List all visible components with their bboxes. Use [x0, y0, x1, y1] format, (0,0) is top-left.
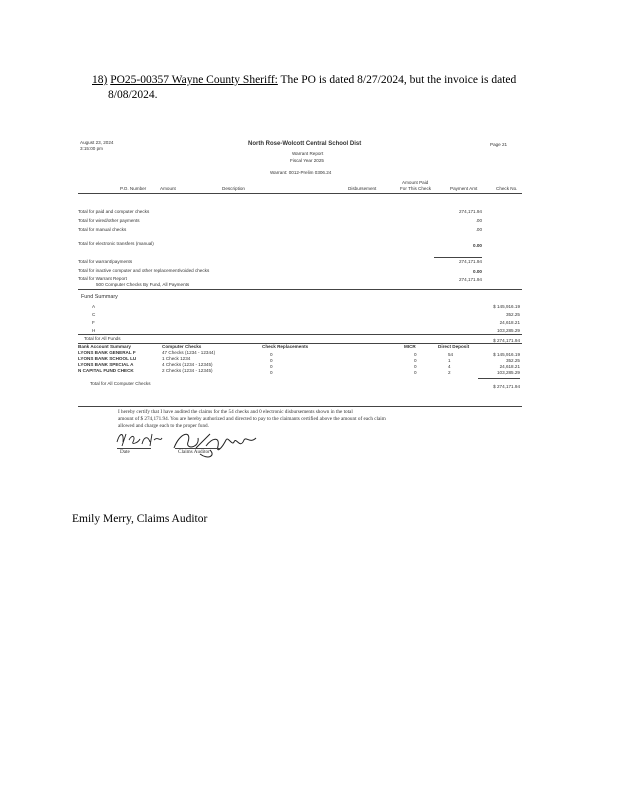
report-subtitle-1: Warrant Report [292, 151, 324, 156]
fund-value-h: 103,285.29 [497, 328, 520, 333]
bank-header-1: Bank Account Summary [78, 344, 131, 349]
fund-code-h: H [92, 328, 96, 333]
bank-cell: 352.25 [505, 358, 520, 363]
col-payment-amt: Payment Amt [450, 186, 478, 191]
report-subtitle-2: Fiscal Year 2025 [290, 158, 324, 163]
total-label-4: Total for electronic transfers (manual) [78, 241, 154, 246]
warrant-report-scan [78, 138, 522, 410]
bank-cell: LYONS BANK SCHOOL LU [78, 356, 137, 361]
bank-cell: 54 [448, 352, 454, 357]
bank-cell: 0 [414, 358, 417, 363]
certification-line-2: amount of $ 274,171.94. You are hereby authorized and directed to pay to the claimants certified above the amount of each claim [118, 416, 386, 422]
col-amount: Amount [160, 186, 176, 191]
fund-value-f: 24,618.21 [499, 320, 520, 325]
bank-cell: 47 Checks (1234 - 12344) [162, 350, 216, 355]
fund-value-a: $ 145,916.19 [493, 304, 520, 309]
bank-cell: $ 145,916.19 [493, 352, 520, 357]
selection-note: 500 Computer Checks By Fund, All Payments [96, 282, 190, 287]
bank-cell: 2 Checks (1234 - 12345) [162, 368, 213, 373]
bank-total-rule [478, 378, 520, 379]
report-date: August 23, 2024 [80, 140, 114, 145]
bank-total-label: Total for All Computer Checks [90, 381, 151, 386]
total-label-6: Total for inactive computer and other replacement/voided checks [78, 268, 210, 273]
col-amount-paid-2: For This Check [400, 186, 432, 191]
finding-item [92, 73, 552, 103]
total-value-2: .00 [475, 218, 482, 223]
col-disbursement: Disbursement [348, 186, 377, 191]
report-page: Page 21 [490, 142, 508, 147]
total-label-1: Total for paid and computer checks [78, 209, 150, 214]
bank-cell: LYONS BANK SPECIAL A [78, 362, 134, 367]
report-bottom-rule [78, 406, 522, 407]
fund-summary-heading: Fund Summary [81, 294, 118, 300]
fund-code-c: C [92, 312, 96, 317]
bank-cell: 4 Checks (1234 - 12345) [162, 362, 213, 367]
bank-header-3: Check Replacements [262, 344, 309, 349]
fund-rule-mid [78, 334, 522, 335]
fund-total-label: Total for All Funds [84, 336, 121, 341]
total-label-3: Total for manual checks [78, 227, 127, 232]
bank-cell: 0 [270, 352, 273, 357]
total-value-3: .00 [475, 227, 482, 232]
certification-line-1: I hereby certify that I have audited the claims for the 54 checks and 0 electronic disbursements shown in the total [118, 409, 353, 415]
bank-cell: 0 [270, 370, 273, 375]
col-po-number: P.O. Number [120, 186, 147, 191]
total-label-2: Total for wired/other payments [78, 218, 140, 223]
fund-value-c: 352.25 [505, 312, 520, 317]
bank-cell: LYONS BANK GENERAL F [78, 350, 136, 355]
claims-auditor-label: Claims Auditor [178, 449, 210, 455]
bank-cell: 1 Check 1234 [162, 356, 191, 361]
finding-text-line2: 8/08/2024. [108, 89, 158, 101]
bank-total-value: $ 274,171.94 [493, 384, 520, 389]
bank-header-4: MICR [404, 344, 416, 349]
bank-header-5: Direct Deposit [438, 344, 470, 349]
finding-line-1 [92, 73, 552, 88]
total-value-5: 274,171.94 [459, 259, 482, 264]
bank-cell: 0 [414, 370, 417, 375]
subtotal-rule [434, 257, 482, 258]
fund-code-a: A [92, 304, 96, 309]
col-amount-paid-1: Amount Paid [402, 180, 429, 185]
col-check-no: Check No. [496, 186, 518, 191]
bank-cell: 0 [414, 352, 417, 357]
report-time: 3:15:00 pm [80, 146, 103, 151]
total-label-7: Total for Warrant Report [78, 276, 127, 281]
bank-cell: 2 [448, 370, 451, 375]
fund-rule-top [78, 289, 522, 290]
header-rule [78, 193, 522, 194]
finding-number: 18) [92, 74, 108, 86]
total-value-1: 274,171.94 [459, 209, 482, 214]
bank-cell: 0 [414, 364, 417, 369]
total-value-7: 274,171.94 [459, 277, 482, 282]
bank-cell: 4 [448, 364, 451, 369]
bank-cell: N CAPITAL FUND CHECK [78, 368, 134, 373]
fund-code-f: F [92, 320, 95, 325]
fund-total-value: $ 274,171.94 [493, 338, 520, 343]
bank-cell: 1 [448, 358, 451, 363]
bank-cell: 0 [270, 364, 273, 369]
bank-cell: 24,618.21 [499, 364, 520, 369]
report-subtitle-3: Warrant: 0012-Prelim 0306.24 [270, 170, 332, 175]
auditor-signoff: Emily Merry, Claims Auditor [72, 513, 208, 525]
col-description: Description [222, 186, 245, 191]
finding-reference: PO25-00357 Wayne County Sheriff: [110, 74, 278, 86]
handwritten-signature [170, 424, 260, 464]
bank-cell: 0 [270, 358, 273, 363]
report-title: North Rose-Wolcott Central School Dist [248, 141, 362, 147]
bank-header-2: Computer Checks [162, 344, 202, 349]
total-label-5: Total for warrant/payments [78, 259, 133, 264]
total-value-6: 0.00 [473, 269, 482, 274]
bank-cell: 103,285.29 [497, 370, 520, 375]
finding-text-line1: The PO is dated 8/27/2024, but the invoice is dated [280, 74, 517, 86]
date-label: Date [120, 449, 130, 455]
handwritten-date [114, 428, 164, 448]
total-value-4: 0.00 [473, 243, 482, 248]
certification-line-3: allowed and charge each to the proper fund. [118, 423, 209, 429]
